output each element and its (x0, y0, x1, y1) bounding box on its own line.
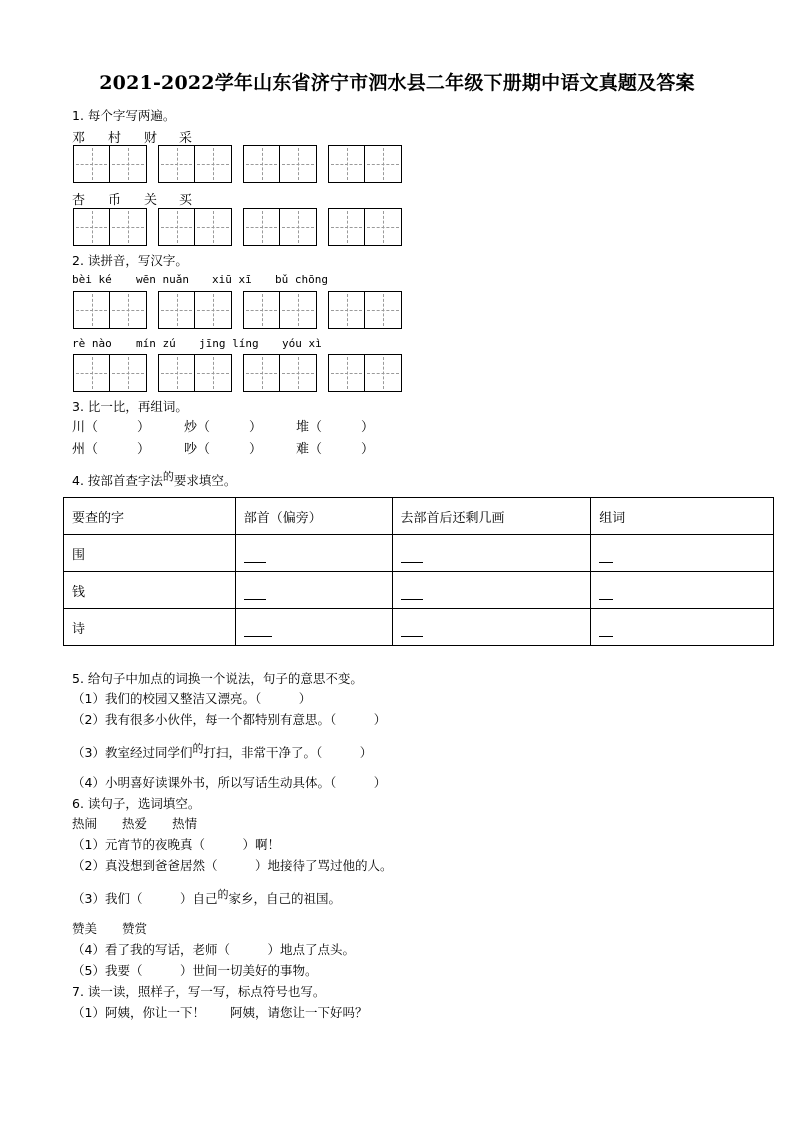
writing-box[interactable] (73, 291, 147, 329)
answer-blank-cell[interactable] (392, 609, 591, 646)
pinyin-label: bǔ chōng (275, 273, 328, 286)
char: 村 (108, 131, 122, 146)
writing-box[interactable] (243, 291, 317, 329)
q5-prompt: 5. 给句子中加点的词换一个说法，句子的意思不变。 (72, 671, 363, 686)
q6-item: （1）元宵节的夜晚真（ ）啊！ (72, 837, 280, 852)
lookup-char: 围 (64, 535, 236, 572)
answer-blank-cell[interactable] (392, 572, 591, 609)
table-row (64, 535, 774, 572)
table-header-row (64, 498, 774, 535)
q5-item: （3）教室经过同学们的打扫，非常干净了。（ ） (72, 742, 373, 760)
page-title: 2021-2022学年山东省济宁市泗水县二年级下册期中语文真题及答案 (99, 72, 695, 94)
table-row (64, 572, 774, 609)
pinyin-label: bèi ké (72, 273, 112, 286)
writing-box[interactable] (73, 145, 147, 183)
answer-blank-cell[interactable] (235, 535, 392, 572)
writing-box[interactable] (158, 354, 232, 392)
q3-item: 难（ ） (296, 442, 375, 457)
writing-box[interactable] (328, 291, 402, 329)
lookup-char: 钱 (64, 572, 236, 609)
q6-item: （4）看了我的写话，老师（ ）地点了点头。 (72, 942, 355, 957)
writing-box[interactable] (328, 208, 402, 246)
column-header: 要查的字 (64, 498, 236, 535)
writing-box[interactable] (158, 145, 232, 183)
char: 关 (144, 193, 158, 208)
answer-blank-cell[interactable] (235, 572, 392, 609)
writing-box[interactable] (73, 208, 147, 246)
writing-box[interactable] (328, 354, 402, 392)
radical-lookup-table (63, 497, 774, 646)
answer-blank-cell[interactable] (392, 535, 591, 572)
pinyin-label: mín zú (136, 337, 176, 350)
char: 邓 (72, 131, 86, 146)
q3-item: 堆（ ） (296, 420, 375, 435)
q6-word-choices-1: 热闹 热爱 热情 (72, 816, 198, 831)
answer-blank-cell[interactable] (591, 535, 774, 572)
q6-prompt: 6. 读句子，选词填空。 (72, 796, 201, 811)
pinyin-label: rè nào (72, 337, 112, 350)
pinyin-label: yóu xì (282, 337, 322, 350)
answer-blank-cell[interactable] (591, 572, 774, 609)
q4-prompt: 4. 按部首查字法的要求填空。 (72, 470, 237, 488)
writing-box[interactable] (158, 208, 232, 246)
column-header: 组词 (591, 498, 774, 535)
pinyin-label: xiū xī (212, 273, 252, 286)
q1-prompt: 1. 每个字写两遍。 (72, 108, 176, 123)
q5-item: （1）我们的校园又整洁又漂亮。（ ） (72, 691, 312, 706)
q2-prompt: 2. 读拼音，写汉字。 (72, 253, 188, 268)
q3-item: 炒（ ） (184, 420, 263, 435)
writing-box[interactable] (243, 208, 317, 246)
writing-box[interactable] (328, 145, 402, 183)
pinyin-label: jīng líng (199, 337, 259, 350)
writing-box[interactable] (158, 291, 232, 329)
q6-item: （5）我要（ ）世间一切美好的事物。 (72, 963, 318, 978)
char: 采 (179, 131, 193, 146)
lookup-char: 诗 (64, 609, 236, 646)
q6-item: （2）真没想到爸爸居然（ ）地接待了骂过他的人。 (72, 858, 393, 873)
char: 财 (144, 131, 158, 146)
writing-box[interactable] (243, 354, 317, 392)
writing-box[interactable] (73, 354, 147, 392)
q5-item: （2）我有很多小伙伴，每一个都特别有意思。（ ） (72, 712, 387, 727)
column-header: 去部首后还剩几画 (392, 498, 591, 535)
q3-item: 吵（ ） (184, 442, 263, 457)
answer-blank-cell[interactable] (235, 609, 392, 646)
q7-prompt: 7. 读一读，照样子，写一写，标点符号也写。 (72, 984, 326, 999)
column-header: 部首（偏旁） (235, 498, 392, 535)
q3-item: 州（ ） (72, 442, 151, 457)
pinyin-label: wēn nuǎn (136, 273, 189, 286)
answer-blank-cell[interactable] (591, 609, 774, 646)
char: 币 (108, 193, 122, 208)
q7-example: （1）阿姨，你让一下！ 阿姨，请您让一下好吗？ (72, 1005, 368, 1020)
q3-item: 川（ ） (72, 420, 151, 435)
char: 买 (179, 193, 193, 208)
q6-item: （3）我们（ ）自己的家乡，自己的祖国。 (72, 888, 341, 906)
q6-word-choices-2: 赞美 赞赏 (72, 921, 148, 936)
char: 杏 (72, 193, 86, 208)
q5-item: （4）小明喜好读课外书，所以写话生动具体。（ ） (72, 775, 387, 790)
q3-prompt: 3. 比一比，再组词。 (72, 399, 188, 414)
table-row (64, 609, 774, 646)
writing-box[interactable] (243, 145, 317, 183)
